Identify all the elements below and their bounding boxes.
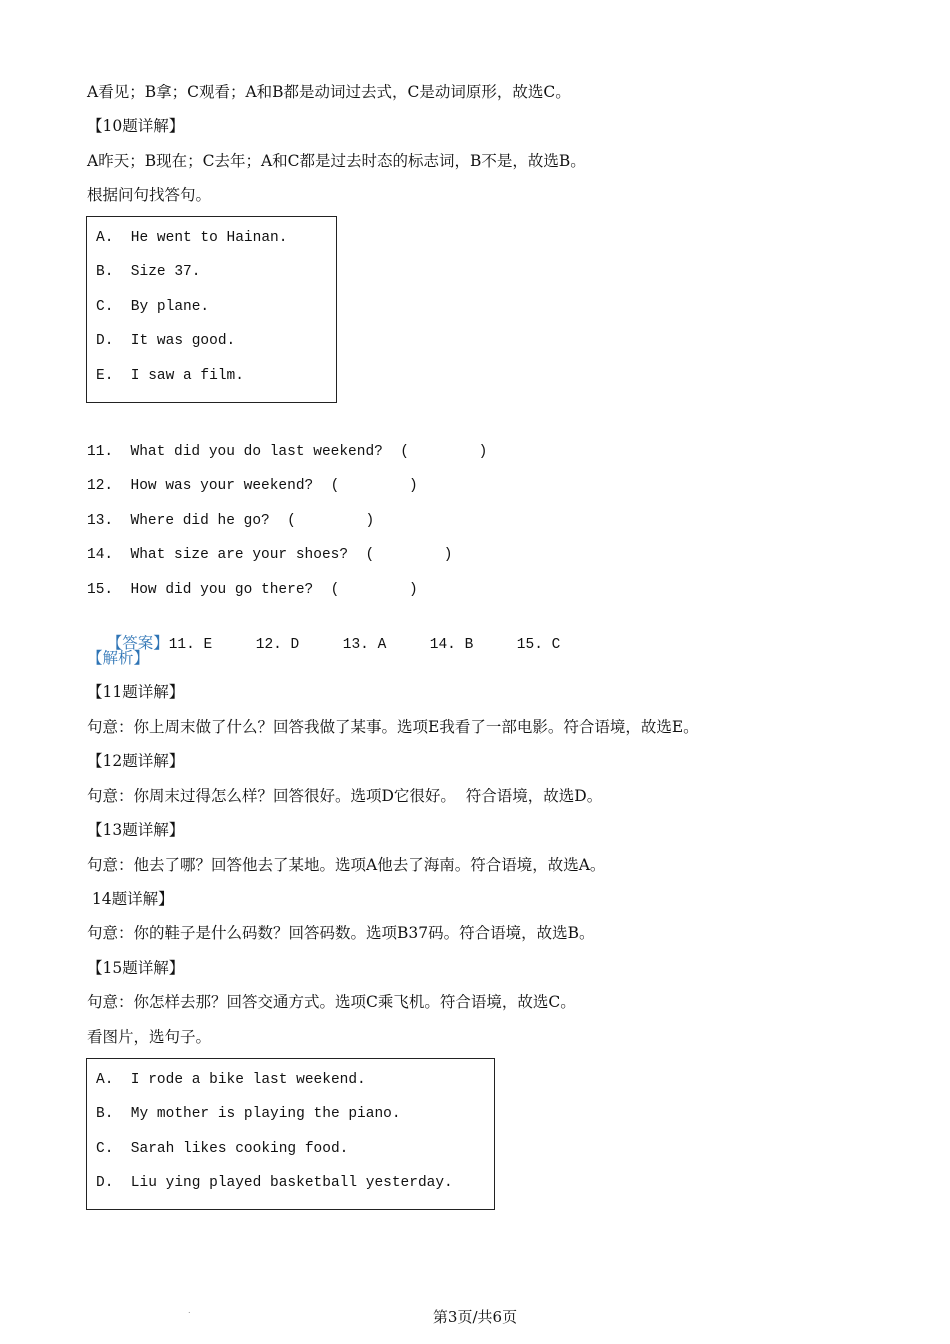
explanation-line-10: A昨天；B现在；C去年；A和C都是过去时态的标志词，B不是，故选B。	[87, 152, 586, 170]
option-a: A. I rode a bike last weekend.	[96, 1072, 366, 1088]
q12-detail-text: 句意：你周末过得怎么样？回答很好。选项D它很好。 符合语境，故选D。	[87, 787, 603, 805]
question-15: 15. How did you go there? ( )	[87, 582, 418, 598]
stray-dot: .	[188, 1306, 191, 1315]
q14-detail-heading: 14题详解】	[87, 890, 174, 908]
q13-detail-text: 句意：他去了哪？回答他去了某地。选项A他去了海南。符合语境，故选A。	[87, 856, 606, 874]
option-b: B. Size 37.	[96, 264, 201, 280]
q10-detail-heading: 【10题详解】	[87, 117, 185, 135]
question-11: 11. What did you do last weekend? ( )	[87, 444, 488, 460]
question-12: 12. How was your weekend? ( )	[87, 478, 418, 494]
option-d: D. It was good.	[96, 333, 236, 349]
option-b: B. My mother is playing the piano.	[96, 1106, 401, 1122]
option-e: E. I saw a film.	[96, 368, 244, 384]
q12-detail-heading: 【12题详解】	[87, 752, 185, 770]
answer-label: 【答案】	[106, 634, 169, 652]
section-instruction-1: 根据问句找答句。	[87, 186, 212, 204]
explanation-line-9: A看见；B拿；C观看；A和B都是动词过去式，C是动词原形，故选C。	[87, 83, 571, 101]
question-13: 13. Where did he go? ( )	[87, 513, 375, 529]
options-box-2	[86, 1058, 495, 1210]
section-instruction-2: 看图片，选句子。	[87, 1028, 212, 1046]
answer-text: 11. E 12. D 13. A 14. B 15. C	[168, 637, 561, 653]
q11-detail-text: 句意：你上周末做了什么？回答我做了某事。选项E我看了一部电影。符合语境，故选E。	[87, 718, 699, 736]
option-d: D. Liu ying played basketball yesterday.	[96, 1175, 453, 1191]
q15-detail-heading: 【15题详解】	[87, 959, 185, 977]
options-box-1	[86, 216, 337, 403]
option-c: C. By plane.	[96, 299, 210, 315]
option-a: A. He went to Hainan.	[96, 230, 288, 246]
q13-detail-heading: 【13题详解】	[87, 821, 185, 839]
question-14: 14. What size are your shoes? ( )	[87, 547, 453, 563]
q14-detail-text: 句意：你的鞋子是什么码数？回答码数。选项B37码。符合语境，故选B。	[87, 924, 595, 942]
page-footer: 第3页/共6页	[432, 1308, 518, 1326]
q11-detail-heading: 【11题详解】	[87, 683, 185, 701]
q15-detail-text: 句意：你怎样去那？回答交通方式。选项C乘飞机。符合语境，故选C。	[87, 993, 576, 1011]
option-c: C. Sarah likes cooking food.	[96, 1141, 349, 1157]
answer-line	[87, 613, 560, 675]
analysis-label: 【解析】	[87, 649, 150, 667]
